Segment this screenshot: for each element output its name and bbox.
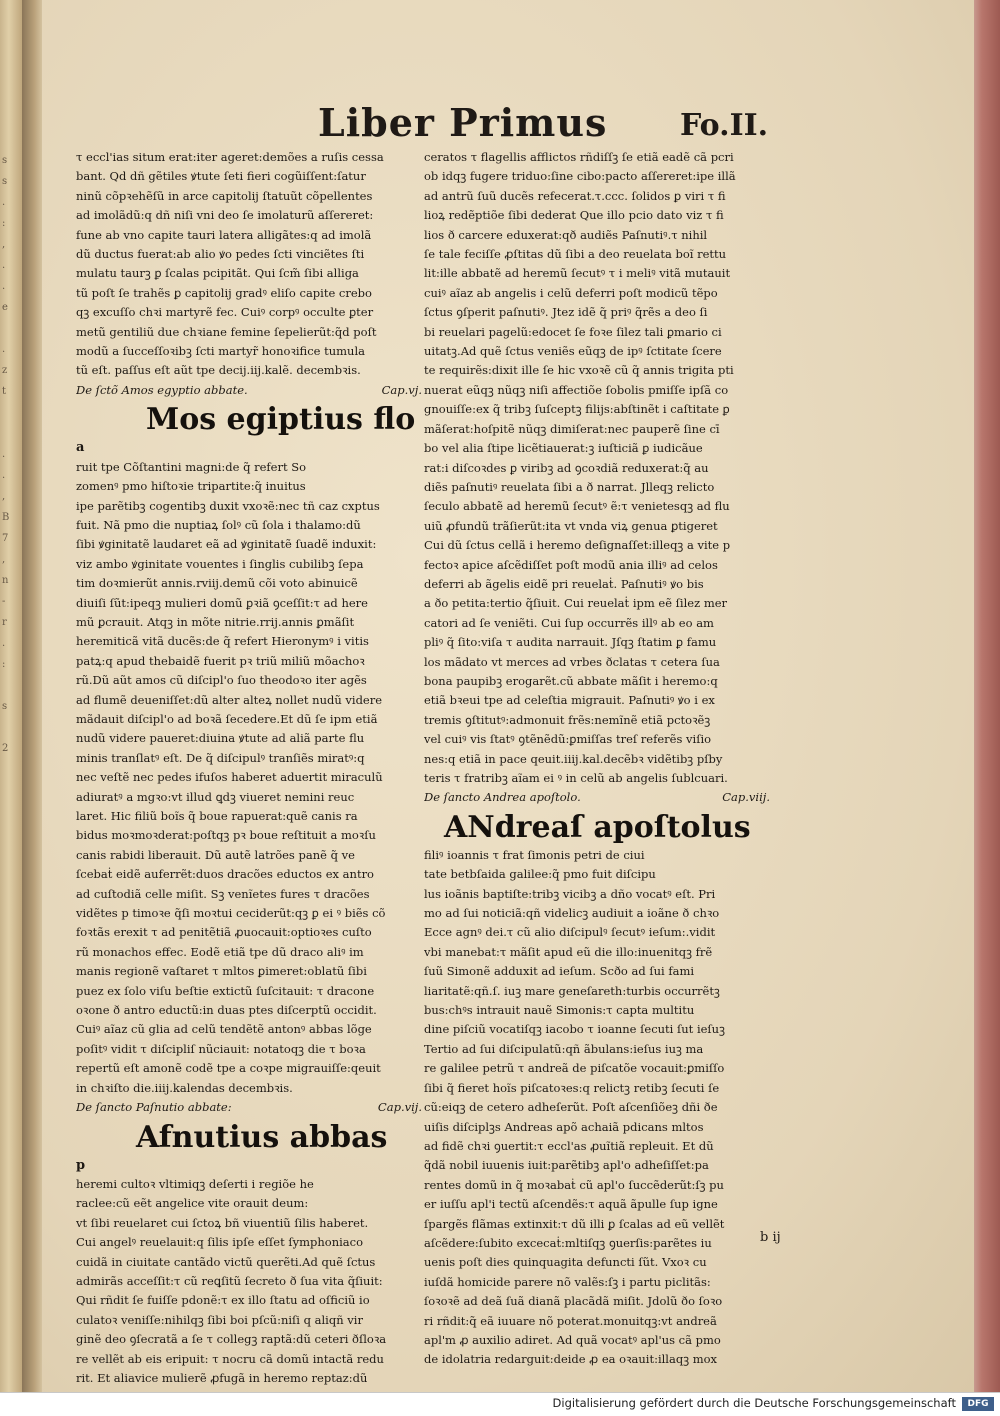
- text-line: poſitꝰ vidit τ diſcipliſ nũciauit: notatoqꝫ die τ boꝛa: [76, 1041, 366, 1056]
- text-line: diuiſi ſũt:ipeqꝫ mulieri domũ ꝑꝛiã ꝯceſſit:τ ad here: [76, 595, 368, 610]
- text-line: dine piſciũ vocatiſqꝫ iacobo τ ioanne ſecuti ſut ieſuꝫ: [424, 1022, 725, 1037]
- chapter-number: Cap.vij.: [377, 1100, 422, 1115]
- text-line: fune ab vno capite tauri latera alligãtes:q ad imolã: [76, 227, 372, 242]
- text-line: zomenꝰ pmo hiſtoꝛie tripartite:q̃ inuitus: [76, 479, 306, 494]
- text-line: Cui dũ ſctus cellã i heremo deſignaſſet:illeqꝫ a vite p: [424, 538, 731, 553]
- text-line: dũ ductus fuerat:ab alio ꝟo pedes ſcti vinciẽtes ſti: [76, 247, 365, 262]
- text-line: rũ monachos effec. Eodẽ etiã tpe dũ draco aliꝰ im: [76, 944, 364, 959]
- text-line: ſibi q̃ fieret hoĩs piſcatoꝛes:q relictꝫ retibꝫ ſecuti ſe: [424, 1080, 720, 1095]
- guide-letter: p: [76, 1157, 86, 1173]
- text-line: tremis ꝯſtitutꝰ:admonuit frẽs:nemĩnẽ etiã pctoꝛẽꝫ: [424, 712, 711, 727]
- text-line: mãdauit diſcipl'o ad boꝛã ſecedere.Et dũ ſe ipm etiã: [76, 711, 378, 726]
- chapter-title-andreas: [444, 810, 800, 846]
- text-line: foꝛtãs erexit τ ad penitẽtiã ꝓuocauit:optioꝛes cuſto: [76, 925, 372, 940]
- chapter-heading-amos: [76, 381, 452, 400]
- chapter-title-pafnutius: Afnutius abbas: [136, 1119, 388, 1155]
- text-line: tũ poſt ſe trahẽs ꝑ capitolij gradꝰ eliſo capite crebo: [76, 285, 372, 300]
- text-line: oꝛone ð antro eductũ:in duas ptes diſcerptũ occidit.: [76, 1003, 377, 1018]
- text-line: tim doꝛmierũt annis.rviij.demũ cõi voto abinuicẽ: [76, 576, 358, 591]
- text-line: bi reuelari pagelũ:edocet ſe foꝛe ſilez tali ꝑmario ci: [424, 324, 722, 339]
- text-line: lioꝝ redẽptiõe ſibi dederat Que illo pcio dato viz τ fi: [424, 208, 724, 223]
- text-line: culatoꝛ veniſſe:nihilqꝫ ſibi boi pſcũ:niſi q aliqñ vir: [76, 1312, 363, 1327]
- text-line: uitatꝫ.Ad quẽ ſctus veniẽs eũqꝫ de ipꝰ ſctitate ſcere: [424, 344, 722, 359]
- text-line: canis rabidi liberauit. Dũ autẽ latrões panẽ q̃ ve: [76, 847, 355, 862]
- text-line: liaritatẽ:qñ.ſ. iuꝫ mare geneſareth:turbis occurrẽtꝫ: [424, 983, 720, 998]
- left-column-block-3: [76, 1175, 452, 1408]
- text-line: rat:i diſcoꝛdes ꝑ viribꝫ ad ꝯcoꝛdiã reduxerat:q̃ au: [424, 460, 709, 475]
- text-line: uiũ ꝓfundũ trãſierũt:ita vt vnda viꝝ genua ꝑtigeret: [424, 518, 718, 533]
- text-line: cuidã in ciuitate cantãdo victũ querẽti.Ad quẽ ſctus: [76, 1254, 376, 1269]
- text-line: bona paupibꝫ erogarẽt.cũ abbate mãſit i heremo:q: [424, 673, 718, 688]
- text-line: teris τ fratribꝫ aĩam ei ꝰ in celũ ab angelis ſublcuari.: [424, 771, 728, 785]
- initial-line: [76, 438, 452, 457]
- text-line: ſe tale feciſſe ꝓſtitas dũ ſibi a deo reuelata boĩ rettu: [424, 247, 727, 262]
- text-line: bidus moꝛmoꝛderat:poſtqꝫ pꝛ boue reſtituit a moꝛſu: [76, 828, 376, 843]
- text-line: ſibi ꝟginitatẽ laudaret eã ad ꝟginitatẽ ſuadẽ induxit:: [76, 537, 377, 552]
- text-line: ſoꝛoꝛẽ ad deã ſuã dianã placãdã miſit. Jdolũ ðo ſoꝛo: [424, 1294, 723, 1309]
- text-line: heremi cultoꝛ vltimiqꝫ deſerti i regiõe he: [76, 1176, 314, 1191]
- text-line: qꝫ excuſſo chꝛi martyrẽ fec. Cuiꝰ corpꝰ occulte ꝑter: [76, 305, 374, 320]
- text-line: ceratos τ flagellis afflictos rñdiſſꝫ ſe etiã eadẽ cã pcri: [424, 150, 734, 164]
- text-line: adiuratꝰ a mgꝛo:vt illud ꝗdꝫ viueret nemini reuc: [76, 789, 355, 804]
- text-line: ruit tpe Cõſtantini magni:de q̃ refert So: [76, 459, 307, 474]
- text-line: tate betbſaida galilee:q̃ pmo fuit diſcipu: [424, 867, 656, 882]
- text-line: Cuiꝰ aĩaz cũ glia ad celũ tendẽtẽ antonꝰ abbas lõge: [76, 1022, 372, 1037]
- text-line: fuit. Nã pmo die nuptiaꝝ ſolꝰ cũ ſola i thalamo:dũ: [76, 517, 361, 532]
- text-line: diẽs paſnutiꝰ reuelata ſibi a ð narrat. Jlleqꝫ relicto: [424, 479, 715, 494]
- guide-letter: a: [76, 440, 85, 456]
- left-page-edge-text: s s . : , . . e . z t . . , B 7 , n - r . : s 2: [2, 155, 10, 754]
- text-line: rentes domũ in q̃ moꝛabaṫ cũ apl'o ſuccẽderũt:ſꝫ pu: [424, 1177, 724, 1192]
- text-line: re galilee petrũ τ andreã de piſcatõe vocauit:ꝑmiſſo: [424, 1061, 725, 1076]
- chapter-number: Cap.vj.: [381, 382, 422, 397]
- text-line: raclee:cũ eẽt angelice vite orauit deum:: [76, 1196, 309, 1211]
- chapter-number: Cap.viij.: [722, 790, 770, 805]
- text-line: deferri ab ãgelis eidẽ pri reuelaṫ. Paſnutiꝰ ꝟo bis: [424, 576, 704, 591]
- text-line: uiſis diſciplꝫs Andreas apõ achaiã pdicans mltos: [424, 1119, 704, 1134]
- text-line: etiã bꝛeui tpe ad celeſtia migrauit. Paſnutiꝰ ꝟo i ex: [424, 693, 715, 708]
- text-line: nec veſtẽ nec pedes ifuſos haberet aduertit miraculũ: [76, 770, 383, 785]
- text-line: patꝝ:q apud thebaidẽ fuerit pꝛ triũ miliũ mõachoꝛ: [76, 653, 365, 668]
- text-line: cũ:eiqꝫ de cetero adheſerũt. Poſt aſcenſiõeꝫ dñi ðe: [424, 1100, 718, 1115]
- text-line: filiꝰ ioannis τ frat ſimonis petri de ciui: [424, 847, 645, 862]
- text-line: los mãdato vt merces ad vrbes ðclatas τ cetera ſua: [424, 654, 720, 669]
- text-line: manis regionẽ vaſtaret τ mltos ꝑimeret:oblatũ ſibi: [76, 964, 367, 979]
- left-page-edge: [0, 0, 22, 1392]
- text-line: cuiꝰ aĩaz ab angelis i celũ deferri poſt modicũ tẽpo: [424, 285, 718, 300]
- decorated-initial: A: [444, 809, 468, 845]
- text-line: laret. Hic filiũ boĩs q̃ boue rapuerat:quẽ canis ra: [76, 809, 358, 823]
- text-line: nudũ videre paueret:diuina ꝟtute ad aliã parte flu: [76, 731, 365, 746]
- text-line: te requirẽs:dixit ille ſe hic vxoꝛẽ cũ q̃ annis trigita pti: [424, 363, 734, 378]
- text-line: vidẽtes p timoꝛe q̃ſi moꝛtui ceciderũt:qꝫ ꝑ ei ꝰ biẽs cõ: [76, 906, 386, 921]
- left-column-block-2: [76, 458, 452, 1098]
- text-line: Cui angelꝰ reuelauit:q ſilis ipſe eſſet ſymphoniaco: [76, 1235, 364, 1250]
- chapter-label: De ſancto Paſnutio abbate:: [76, 1100, 232, 1115]
- text-line: gnouiſſe:ex q̃ tribꝫ ſuſceptꝫ filijs:abſtinẽt i caſtitate ꝑ: [424, 402, 730, 417]
- text-line: Qui rñdit ſe fuiſſe pdonẽ:τ ex illo ſtatu ad oſficiũ io: [76, 1293, 370, 1308]
- text-line: ob idqꝫ fugere triduo:ſine cibo:pacto aſſereret:ipe illã: [424, 169, 736, 184]
- text-line: q̃dã nobil iuuenis iuit:parẽtibꝫ apl'o adheſiſſet:pa: [424, 1158, 709, 1173]
- text-line: lios ð carcere eduxerat:qð audiẽs Paſnutiꝰ.τ nihil: [424, 227, 708, 242]
- text-line: puez ex ſolo viſu beſtie extictũ ſuſcitauit: τ dracone: [76, 983, 375, 998]
- initial-line: [76, 1156, 452, 1175]
- text-line: mo ad ſui noticiã:qñ videlicꝫ audiuit a ioãne ð chꝛo: [424, 906, 720, 921]
- text-line: tũ eſt. paſſus eſt aũt tpe decij.iij.kalẽ. decembꝛis.: [76, 363, 361, 378]
- text-line: ſeculo abbatẽ ad heremũ ſecutꝰ ẽ:τ venietesqꝫ ad flu: [424, 499, 730, 514]
- text-line: pliꝰ q̃ ſito:viſa τ audita narrauit. Jſqꝫ ſtatim ꝑ famu: [424, 635, 717, 650]
- text-line: ad fidẽ chꝛi ꝯuertit:τ eccl'as ꝓuĩtiã repleuit. Et dũ: [424, 1138, 714, 1153]
- chapter-heading-pafnutius: [76, 1098, 452, 1117]
- text-line: apl'm ꝓ auxilio adiret. Ad quã vocatꝰ apl'us cã pmo: [424, 1332, 721, 1347]
- text-line: bant. Qd dñ gẽtiles ꝟtute ſeti fieri cogũiſſent:ſatur: [76, 169, 366, 184]
- text-line: ſcebaṫ eidẽ auferrẽt:duos dracões eductos ex antro: [76, 867, 374, 882]
- text-line: fectoꝛ apice aſcẽdiſſet poſt modũ ania illiꝰ ad celos: [424, 557, 718, 572]
- text-line: mulatu taurꝫ ꝑ ſcalas pcipitãt. Qui ſcm̃ ſibi alliga: [76, 266, 359, 281]
- chapter-label: De ſancto Andrea apoſtolo.: [424, 790, 581, 805]
- text-line: aſcẽdere:ſubito excecaṫ:mltiſqꝫ ꝯuerſis:parẽtes iu: [424, 1235, 712, 1250]
- text-line: iuſdã homicide parere nõ valẽs:ſꝫ i partu piclitãs:: [424, 1274, 711, 1289]
- chapter-label: De ſctõ Amos egyptio abbate.: [76, 382, 248, 397]
- text-line: bus:chꝰs intrauit nauẽ Simonis:τ capta multitu: [424, 1003, 695, 1018]
- right-column-block-2: [424, 846, 800, 1370]
- text-line: catori ad ſe veniẽti. Cui ſup occurrẽs illꝰ ab eo am: [424, 615, 714, 630]
- text-line: minis tranſlatꝰ eſt. De q̃ diſcipulꝰ tranſiẽs miratꝰ:q: [76, 750, 365, 765]
- right-text-column: [424, 148, 800, 1370]
- text-line: ginẽ deo ꝯſecratã a ſe τ collegꝫ raptã:dũ ceteri ðſloꝛa: [76, 1332, 387, 1347]
- text-line: ad antrũ ſuũ ducẽs refecerat.τ.ccc. ſolidos ꝑ viri τ fi: [424, 188, 726, 203]
- footer-credit-text: Digitalisierung gefördert durch die Deutsche Forschungsgemeinschaft: [552, 1396, 956, 1410]
- dfg-logo: DFG: [962, 1397, 994, 1411]
- text-line: ninũ cõpꝛehẽſũ in arce capitolij ſtatuũt cõpellentes: [76, 188, 373, 203]
- text-line: modũ a ſucceſſoꝛibꝫ ſcti martyr̃ honoꝛifice tumula: [76, 344, 365, 359]
- text-line: ad cuſtodiã celle miſit. Sꝫ venĩetes fures τ dracões: [76, 886, 370, 901]
- text-line: mãſerat:hoſpitẽ nũqꝫ dimiſerat:nec pauperẽ ſine cī: [424, 421, 720, 436]
- chapter-title-andreas-text: Ndreaſ apoſtolus: [467, 809, 751, 845]
- text-line: ri rñdit:q̃ eã iuuare nõ poterat.monuitqꝫ:vt andreã: [424, 1313, 717, 1328]
- text-line: ipe parẽtibꝫ cogentibꝫ duxit vxoꝛẽ:nec tñ caz cxptus: [76, 498, 380, 513]
- text-line: mũ ꝑcrauit. Atqꝫ in mõte nitrie.rrij.annis ꝑmãſit: [76, 614, 355, 629]
- left-text-column: [76, 148, 452, 1408]
- text-line: rũ.Dũ aũt amos cũ diſcipl'o ſuo theodoꝛo iter agẽs: [76, 673, 367, 688]
- text-line: lit:ille abbatẽ ad heremũ ſecutꝰ τ i meliꝰ vitã mutauit: [424, 266, 731, 281]
- chapter-heading-andreas: [424, 788, 800, 807]
- text-line: rit. Et aliavice mulierẽ ꝓfugã in heremo reptaz:dũ: [76, 1370, 368, 1385]
- text-line: nuerat eũqꝫ nũqꝫ niſi affectiõe ſobolis pmiſſe ipſã co: [424, 382, 729, 397]
- digitization-footer: [0, 1392, 1000, 1416]
- text-line: admirãs acceſſit:τ cũ reꝗſitũ ſecreto ð ſua vita q̃ſiuit:: [76, 1273, 383, 1288]
- right-page-edge: [974, 0, 1000, 1392]
- text-line: de idolatria redarguit:deide ꝓ ea oꝛauit:illaqꝫ mox: [424, 1352, 718, 1367]
- text-line: ſctus ꝯſperit paſnutiꝰ. Jtez idẽ q̃ priꝰ q̃rẽs a deo ſi: [424, 305, 708, 320]
- text-line: ad flumẽ deueniſſet:dũ alter alteꝝ nollet nudũ videre: [76, 692, 383, 707]
- book-gutter: [22, 0, 42, 1392]
- text-line: viz ambo ꝟginitate vouentes i ſinglis cubilibꝫ ſepa: [76, 556, 364, 571]
- text-line: re vellẽt ab eis eripuit: τ nocru cã domũ intactã redu: [76, 1351, 384, 1366]
- text-line: er iuſſu apl'i tectũ aſcendẽs:τ aquã ãpulle ſup igne: [424, 1197, 718, 1212]
- text-line: bo vel alia ſtipe licẽtiauerat:ꝫ iuſticiã ꝑ iudicãue: [424, 441, 703, 456]
- text-line: repertũ eſt amonẽ codẽ tpe a coꝛpe migrauiſſe:qeuit: [76, 1061, 381, 1076]
- text-line: vel cuiꝰ vis ſtatꝰ ꝯtẽnẽdũ:ꝑmiſſas treſ referẽs viſio: [424, 732, 712, 747]
- text-line: heremiticã vitã ducẽs:de q̃ refert Hieronymꝰ i vitis: [76, 634, 369, 649]
- text-line: Ecce agnꝰ dei.τ cũ alio diſcipulꝰ ſecutꝰ ieſum:.vidit: [424, 925, 716, 940]
- chapter-title-amos: Mos egiptius flo: [146, 402, 416, 438]
- left-column-block-1: [76, 148, 452, 381]
- text-line: τ eccl'ias situm erat:iter ageret:demões a ruſis cessa: [76, 150, 384, 164]
- text-line: ad imolãdũ:q dñ niſi vni deo ſe imolaturũ aſſereret:: [76, 208, 374, 223]
- text-line: lus ioãnis baptiſte:tribꝫ vicibꝫ a dño vocatꝰ eſt. Pri: [424, 886, 716, 901]
- text-line: uenis poſt dies quinquagita defuncti ſũt. Vxoꝛ cu: [424, 1255, 707, 1270]
- text-line: vt ſibi reuelaret cui ſctoꝝ bñ viuentiũ ſilis haberet.: [76, 1215, 369, 1230]
- text-line: ſuũ Simonẽ adduxit ad ieſum. Scðo ad ſui fami: [424, 964, 695, 979]
- text-line: a ðo petita:tertio q̃ſiuit. Cui reuelaṫ ipm eẽ ſilez mer: [424, 596, 728, 611]
- signature-mark: b ij: [760, 1230, 781, 1245]
- text-line: in chꝛiſto die.iiij.kalendas decembꝛis.: [76, 1080, 293, 1095]
- right-column-block-1: [424, 148, 800, 788]
- text-line: ſpargẽs flãmas extinxit:τ dũ illi ꝑ ſcalas ad eũ vellẽt: [424, 1216, 725, 1231]
- text-line: vbi manebat:τ mãſit apud eũ die illo:inuenitqꝫ frẽ: [424, 944, 713, 959]
- folio-number: Fo.II.: [680, 108, 769, 143]
- text-line: nes:q etiã in pace qeuit.iiij.kal.decẽbꝛ vidẽtibꝫ pſby: [424, 751, 723, 766]
- text-line: Tertio ad ſui diſcipulatũ:qñ ãbulans:ieſus iuꝫ ma: [424, 1041, 704, 1056]
- running-head-title: Liber Primus: [318, 100, 608, 145]
- text-line: metũ gentiliũ due chꝛiane femine ſepelierũt:q̃d poſt: [76, 324, 377, 339]
